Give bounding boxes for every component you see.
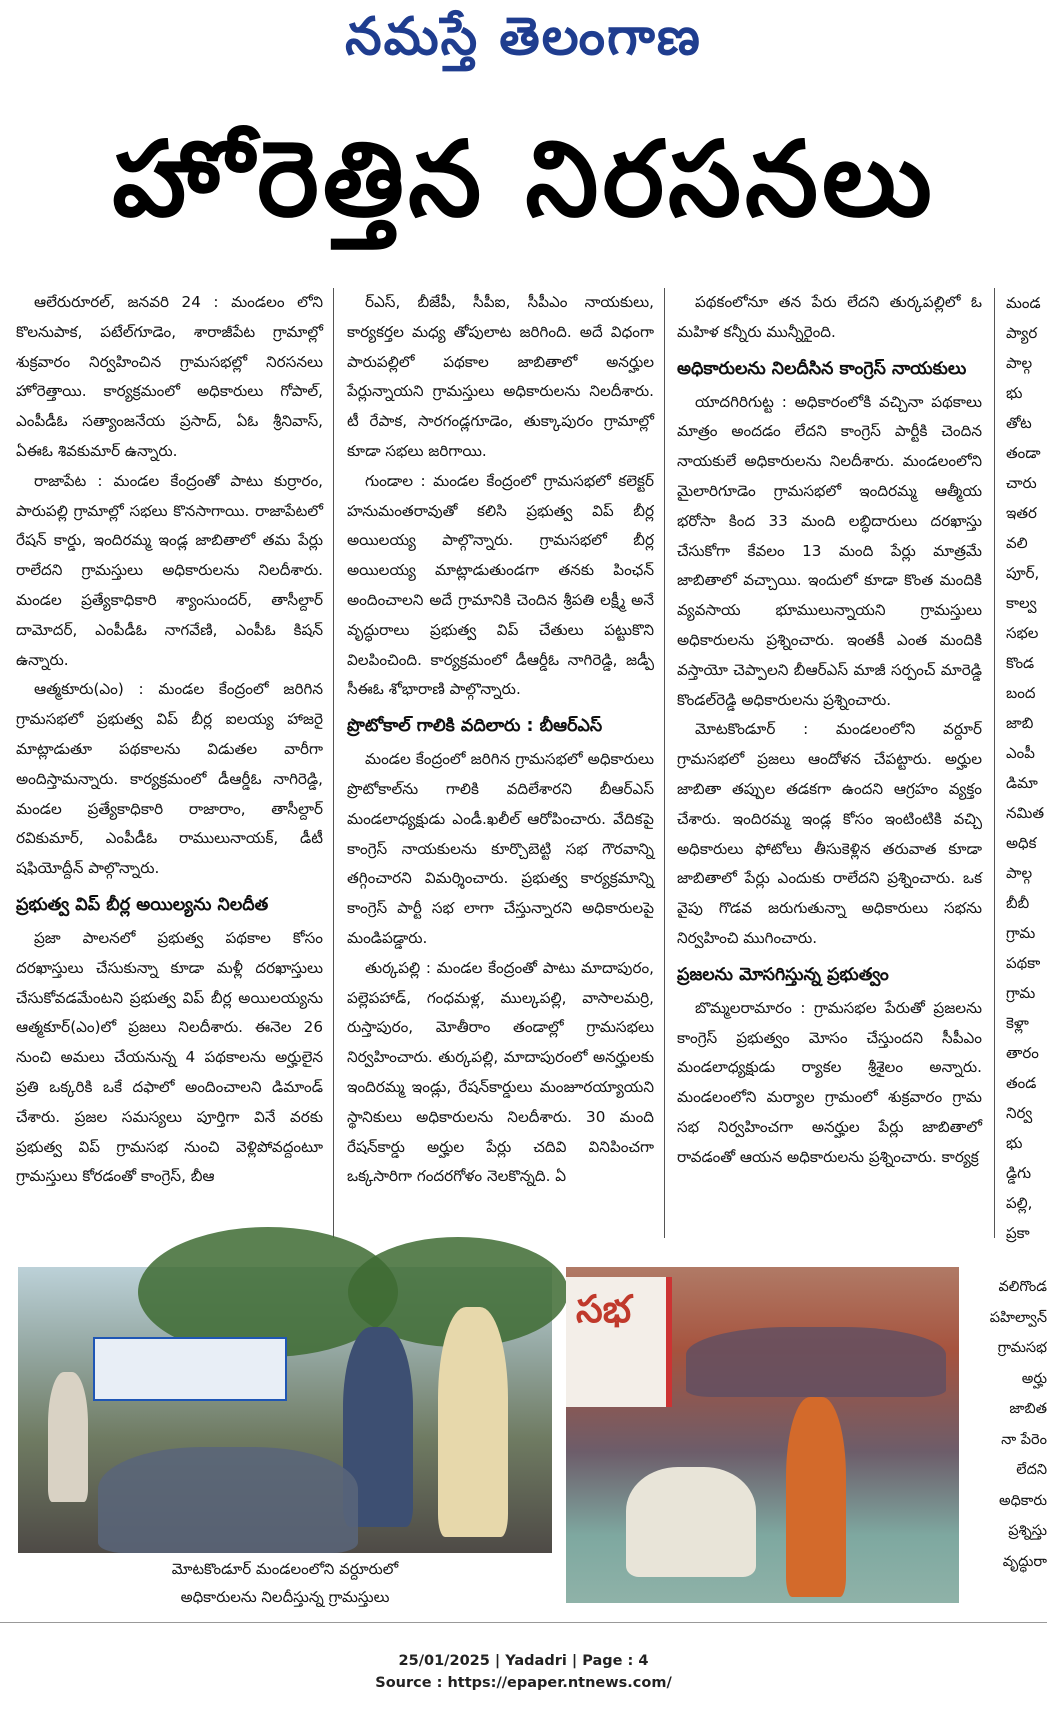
text-fragment: జాబిత [1009,1401,1047,1417]
meeting-banner [93,1337,287,1401]
headline-text: హోరెత్తిన నిరసనలు [112,118,936,240]
subheading: ప్రజలను మోసగిస్తున్న ప్రభుత్వం [677,964,889,985]
caption-line: మోటకొండూర్ మండలంలోని వర్దూరులో [171,1560,399,1578]
text-fragment: పహిల్వాన్ [989,1309,1047,1326]
column-divider [994,288,995,1238]
paragraph: తుర్కపల్లి : మండల కేంద్రంతో పాటు మాదాపురం, పల్లెపహాడ్, గంధమళ్ల, ముల్కపల్లి, వాసాలమర్రి, రుస్తాపురం, మోతీరాం తండాల్లో గ్రామసభలు నిర్వహించారు. తుర్కపల్లి, మాదాపురంలో అనర్హులకు ఇందిరమ్మ ఇండ్లు, రేషన్‌కార్డులు మంజూరయ్యాయని స్థానికులు అధికారులను నిలదీశారు. 30 మంది రేషన్‌కార్డు అర్హుల పేర్లు చదివి వినిపించగా ఒక్కసారిగా గందరగోళం నెలకొన్నది. ఏ [347,958,654,1186]
text-fragment: వలి [1006,534,1028,552]
article-column-3 [677,288,982,1228]
seated-crowd [98,1447,358,1553]
text-fragment: ప్యార [1006,324,1038,342]
footer [0,1650,1047,1694]
text-fragment: జాబి [1006,714,1034,732]
text-fragment: పల్లి, [1006,1194,1033,1212]
text-fragment: తండా [1006,444,1041,462]
paragraph: ప్రజా పాలనలో ప్రభుత్వ పథకాల కోసం దరఖాస్తులు చేసుకున్నా కూడా మళ్లీ దరఖాస్తులు చేసుకోవడమేంటని ప్రభుత్వ విప్ బీర్ల అయిలయ్యను ఆత్మకూర్(ఎం)లో ప్రజలు నిలదీశారు. ఈనెల 26 నుంచి అమలు చేయనున్న 4 పథకాలను అర్హులైన ప్రతి ఒక్కరికి ఒకే దఫాలో అందించాలని డిమాండ్ చేశారు. ప్రజల సమస్యలు పూర్తిగా వినే వరకు ప్రభుత్వ విప్ గ్రామసభ నుంచి వెళ్లిపోవద్దంటూ గ్రామస్తులు కోరడంతో కాంగ్రెస్, బీఆ [16,928,323,1186]
text-fragment: నమిత [1006,804,1045,822]
person-figure [438,1307,508,1537]
paragraph: మండల కేంద్రంలో జరిగిన గ్రామసభలో అధికారులు ప్రొటోకాల్‌ను గాలికి వదిలేశారని బీఆర్ఎస్ మండలాధ్యక్షుడు ఎండీ.ఖలీల్ ఆరోపించారు. వేదికపై కాంగ్రెస్ నాయకులను కూర్చొబెట్టి సభ గౌరవాన్ని తగ్గించారని విమర్శించారు. ప్రభుత్వ కార్యక్రమాన్ని కాంగ్రెస్ పార్టీ సభ లాగా చేస్తున్నారని అధికారులపై మండిపడ్డారు. [347,750,654,947]
text-fragment: లేదని [1016,1462,1047,1478]
footer-source: Source : https://epaper.ntnews.com/ [375,1675,672,1691]
text-fragment: భు [1006,384,1023,402]
person-figure [48,1372,88,1502]
paragraph: ర్ఎస్, బీజేపీ, సీపీఐ, సీపీఎం నాయకులు, కార్యకర్తల మధ్య తోపులాట జరిగింది. అదే విధంగా పారుపల్లిలో పథకాల జాబితాలో అనర్హుల పేర్లున్నాయని గ్రామస్తులు అధికారులను నిలదీశారు. టీ రేపాక, సారగండ్లగూడెం, తుక్కాపురం గ్రామాల్లో కూడా సభలు జరిగాయి. [347,293,654,460]
text-fragment: మండ [1006,294,1041,312]
column-divider [664,288,665,1238]
text-fragment: పాల్గ [1006,864,1033,882]
paragraph: బొమ్మలరామారం : గ్రామసభల పేరుతో ప్రజలను కాంగ్రెస్ ప్రభుత్వం మోసం చేస్తుందని సీపీఎం మండలాధ్యక్షుడు ర్యాకల శ్రీశైలం అన్నారు. మండలంలోని మర్యాల గ్రామంలో శుక్రవారం గ్రామ సభ నిర్వహించగా అనర్హుల పేర్లు జాబితాలో రావడంతో ఆయన అధికారులను ప్రశ్నించారు. కార్యక్ర [677,998,982,1166]
text-fragment: నా పేరెం [1001,1431,1047,1448]
text-fragment: డిమా [1006,774,1038,792]
article-column-4-fragment [1006,288,1047,1242]
text-fragment: వృద్ధురా [1002,1553,1047,1570]
masthead-title: నమస్తే తెలంగాణ [345,6,702,67]
text-fragment: పూర్, [1006,564,1040,582]
subheading: ప్రొటోకాల్ గాలికి వదిలారు : బీఆర్ఎస్ [347,716,603,737]
text-fragment: వలిగొండ [998,1279,1047,1295]
paragraph: పథకంలోనూ తన పేరు లేదని తుర్కపల్లిలో ఓ మహిళ కన్నీరు మున్నీరైంది. [677,293,982,341]
text-fragment: పథకా [1006,954,1041,972]
masthead [0,6,1047,74]
paragraph: గుండాల : మండల కేంద్రంలో గ్రామసభలో కలెక్టర్ హనుమంతరావుతో కలిసి ప్రభుత్వ విప్ బీర్ల అయిలయ్య పాల్గొన్నారు. గ్రామసభలో బీర్ల అయిలయ్య మాట్లాడుతుండగా తనకు పింఛన్ అందించాలని అదే గ్రామానికి చెందిన శ్రీపతి లక్ష్మీ అనే వృద్ధురాలు ప్రభుత్వ విప్ చేతులు పట్టుకొని విలపించింది. కార్యక్రమంలో డీఆర్డీఓ నాగిరెడ్డి, జడ్పీ సీఈఓ శోభారాణి పాల్గొన్నారు. [347,471,654,699]
seated-official [626,1467,756,1577]
text-fragment: ప్రశ్నిస్తు [1008,1523,1047,1539]
subheading: ప్రభుత్వ విప్ బీర్ల అయిల్యను నిలదీత [16,894,269,915]
column-divider [333,288,334,1238]
paragraph: యాదగిరిగుట్ట : అధికారంలోకి వచ్చినా పథకాలు మాత్రం అందడం లేదని కాంగ్రెస్ పార్టీకి చెందిన నాయకులే అధికారులను నిలదీశారు. మండలంలోని మైలారిగూడెం గ్రామసభలో ఇందిరమ్మ ఆత్మీయ భరోసా కింద 33 మంది లబ్ధిదారులు దరఖాస్తు చేసుకోగా కేవలం 13 మంది పేర్లు మాత్రమే జాబితాలో వచ్చాయి. ఇందులో కూడా కొంత మందికి వ్యవసాయ భూములున్నాయని గ్రామస్తులు అధికారులను ప్రశ్నించారు. ఇంతకీ ఎంత మందికి వస్తాయో చెప్పాలని బీఆర్ఎస్ మాజీ సర్పంచ్ మారెడ్డి కొండల్‌రెడ్డి అధికారులను ప్రశ్నించారు. [677,392,982,709]
text-fragment: బీబీ [1006,894,1030,912]
text-fragment: డ్డిగు [1006,1164,1032,1182]
news-photo-village-meeting [18,1267,552,1553]
text-fragment: అర్హు [1021,1370,1047,1387]
article-column-2 [347,288,654,1228]
text-fragment: బంద [1006,684,1036,702]
text-fragment: కాల్వ [1006,594,1037,612]
text-fragment: నిర్వ [1006,1104,1033,1122]
text-fragment: సభల [1006,624,1039,642]
paragraph: మోటకొండూర్ : మండలంలోని వర్దూర్ గ్రామసభలో ప్రజలు ఆందోళన చేపట్టారు. అర్హుల జాబితా తప్పుల తడకగా ఉందని ఆగ్రహం వ్యక్తం చేశారు. ఇందిరమ్మ ఇండ్ల కోసం ఇంటింటికి వచ్చి అధికారులు ఫోటోలు తీసుకెళ్లిన తరువాత కూడా జాబితాలో పేర్లు ఎందుకు రాలేదని ప్రశ్నించారు. ఒక వైపు గొడవ జరుగుతున్నా అధికారులు సభను నిర్వహించి ముగించారు. [677,720,982,947]
text-fragment: ఇతర [1006,504,1037,522]
footer-date-edition: 25/01/2025 | Yadadri | Page : 4 [398,1653,649,1669]
subheading: అధికారులను నిలదీసిన కాంగ్రెస్ నాయకులు [677,358,967,379]
text-fragment: పాల్గ [1006,354,1033,372]
news-photo-grama-sabha [566,1267,959,1603]
text-fragment: చారు [1006,474,1037,492]
text-fragment: గ్రామ [1006,924,1036,942]
text-fragment: ప్రకా [1006,1224,1030,1242]
headline [14,118,1034,258]
text-fragment: గ్రామ [1006,984,1036,1002]
sabha-banner [566,1277,672,1407]
caption-line: అధికారులను నిలదీస్తున్న గ్రామస్తులు [180,1588,390,1606]
text-fragment: అధిక [1006,834,1037,852]
banner-text: సభ [576,1287,632,1331]
person-figure [786,1397,846,1597]
text-fragment: ఎంపీ [1006,744,1035,762]
text-fragment: తోట [1006,414,1032,432]
text-fragment: తారం [1006,1044,1039,1062]
photo-caption [18,1555,552,1611]
text-fragment: గ్రామసభ [997,1340,1047,1356]
footer-divider [0,1622,1047,1623]
paragraph: ఆత్మకూరు(ఎం) : మండల కేంద్రంలో జరిగిన గ్రామసభలో ప్రభుత్వ విప్ బీర్ల ఐలయ్య హాజరై మాట్లాడుతూ పథకాలను విడుతల వారీగా అందిస్తామన్నారు. కార్యక్రమంలో డీఆర్డీఓ నాగిరెడ్డి, మండల ప్రత్యేకాధికారి రాజారాం, తాసీల్దార్ రవికుమార్, ఎంపీడీఓ రాములునాయక్, డీటీ షఫియోద్దీన్ పాల్గొన్నారు. [16,680,323,878]
text-fragment: అధికారు [998,1492,1047,1509]
text-fragment: తండ [1006,1074,1037,1092]
text-fragment: భు [1006,1134,1023,1152]
paragraph: రాజాపేట : మండల కేంద్రంతో పాటు కుర్రారం, పారుపల్లి గ్రామాల్లో సభలు కొనసాగాయి. రాజాపేటలో రేషన్ కార్డు, ఇందిరమ్మ ఇండ్ల జాబితాలో తమ పేర్లు రాలేదని గ్రామస్తులు అధికారులను నిలదీశారు. మండల ప్రత్యేకాధికారి శ్యాంసుందర్, తాసీల్దార్ దామోదర్, ఎంపీడీఓ నాగవేణి, ఎంపీఓ కిషన్ ఉన్నారు. [16,471,323,669]
side-text-fragment [975,1272,1047,1577]
standing-crowd [686,1327,946,1397]
text-fragment: కెళ్లా [1006,1014,1029,1032]
article-column-1 [16,288,323,1228]
text-fragment: కొండ [1006,654,1035,672]
paragraph: ఆలేరురూరల్, జనవరి 24 : మండలం లోని కొలనుపాక, పటేల్‌గూడెం, శారాజీపేట గ్రామాల్లో శుక్రవారం నిర్వహించిన గ్రామసభల్లో నిరసనలు హోరెత్తాయి. కార్యక్రమంలో అధికారులు గోపాల్, ఎంపీడీఓ సత్యాంజనేయ ప్రసాద్, ఏఓ శ్రీనివాస్, ఏఈఓ శివకుమార్ ఉన్నారు. [16,293,323,460]
